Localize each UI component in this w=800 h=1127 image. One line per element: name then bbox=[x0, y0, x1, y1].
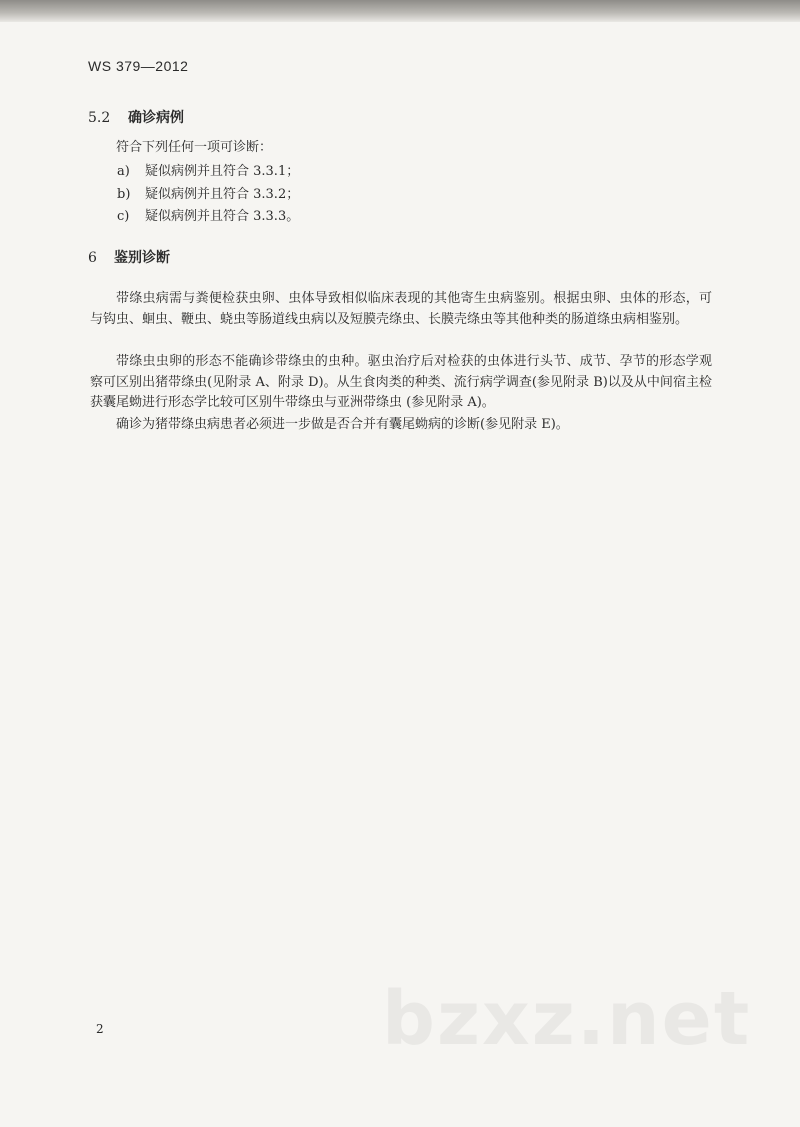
scan-top-edge bbox=[0, 0, 800, 22]
list-item-label: c) bbox=[117, 209, 130, 224]
standard-code: WS 379—2012 bbox=[88, 58, 189, 74]
watermark-logo: bzxz.net bbox=[382, 976, 752, 1062]
section-6-heading bbox=[88, 247, 170, 267]
list-item-b bbox=[117, 183, 299, 202]
paragraph-2: 带绦虫虫卵的形态不能确诊带绦虫的虫种。驱虫治疗后对检获的虫体进行头节、成节、孕节的形态学观察可区别出猪带绦虫(见附录 A、附录 D)。从生食肉类的种类、流行病学调查(参见附录 B)以及从中间宿主检获囊尾蚴进行形态学比较可区别牛带绦虫与亚洲带绦虫 (参见附录 A)。 bbox=[90, 354, 712, 410]
section-number: 6 bbox=[88, 250, 97, 266]
page-number: 2 bbox=[96, 1022, 104, 1036]
section-number: 5.2 bbox=[88, 110, 111, 126]
list-item-a bbox=[117, 160, 299, 179]
list-item-label: a) bbox=[117, 164, 130, 179]
section-5-2-heading bbox=[88, 107, 184, 127]
list-item-text: 疑似病例并且符合 3.3.2； bbox=[145, 187, 300, 202]
list-item-text: 疑似病例并且符合 3.3.1； bbox=[145, 164, 300, 179]
list-item-text: 疑似病例并且符合 3.3.3。 bbox=[145, 209, 300, 224]
paragraph-3: 确诊为猪带绦虫病患者必须进一步做是否合并有囊尾蚴病的诊断(参见附录 E)。 bbox=[116, 417, 569, 432]
paragraph-1: 带绦虫病需与粪便检获虫卵、虫体导致相似临床表现的其他寄生虫病鉴别。根据虫卵、虫体的形态，可与钩虫、蛔虫、鞭虫、蛲虫等肠道线虫病以及短膜壳绦虫、长膜壳绦虫等其他种类的肠道绦虫病相鉴别。 bbox=[90, 291, 712, 327]
list-item-label: b) bbox=[117, 187, 131, 202]
section-title: 鉴别诊断 bbox=[114, 250, 170, 266]
section-title: 确诊病例 bbox=[128, 110, 184, 126]
section-5-2-intro: 符合下列任何一项可诊断： bbox=[116, 140, 273, 155]
list-item-c bbox=[117, 205, 299, 224]
